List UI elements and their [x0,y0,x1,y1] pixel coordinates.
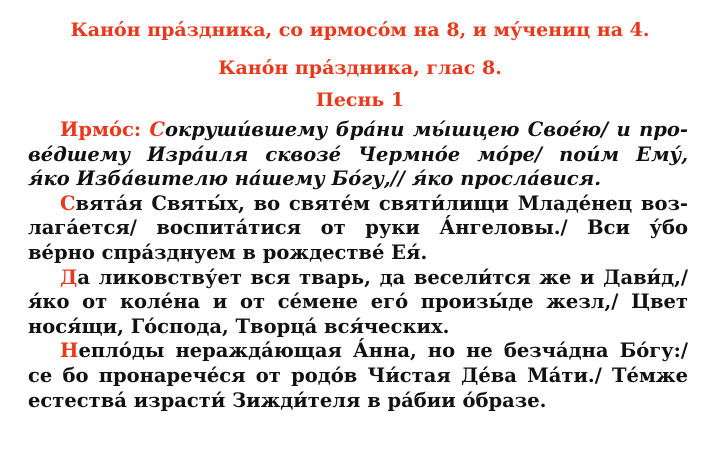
troparion-paragraph [28,266,688,340]
text-line: естества́ израсти́ Зижди́теля в ра́бии о́бразе. [28,388,547,412]
text-line [28,339,688,364]
troparion-text: а ликовству́ет вся тварь, да весели́тся же и Дави́д,/ [77,265,688,289]
irmos-paragraph [28,118,688,192]
text-line: ве́дшему Изра́иля сквозе́ Чермно́е мо́ре/ пои́м Ему́, [28,142,688,166]
troparion-paragraph [28,192,688,266]
text-line: лага́ется/ воспита́тися от руки А́нгеловы./ Вси у́бо [28,216,688,240]
text-line: я́ко Изба́вителю на́шему Бо́гу,// я́ко просла́вися. [28,167,601,191]
text-line: нося́щи, Го́спода, Творца́ вся́ческих. [28,314,450,338]
text-line: я́ко от коле́на и от се́мене его́ произы́де жезл,/ Цвет [28,290,688,314]
troparion-paragraph [28,339,688,413]
text-line [28,192,688,217]
drop-initial: С [60,191,76,215]
ode-heading: Песнь 1 [315,89,405,111]
text-line: ве́рно спра́зднуем в рождестве́ Ея́. [28,240,428,264]
drop-initial: Д [60,265,78,289]
canon-subtitle: Кано́н пра́здника, глас 8. [218,57,502,79]
irmos-initial: С [149,118,165,141]
drop-initial: Н [60,339,79,363]
troparion-text: вята́я Святы́х, во святе́м святи́лищи Младе́нец воз- [75,191,688,215]
text-body [28,118,688,413]
text-line: се бо пронарече́ся от родо́в Чи́стая Де́ва Ма́ти./ Те́мже [28,363,688,387]
irmos-label: Ирмо́с: [60,118,142,141]
troparion-text: епло́ды нераждáющая А́нна, но не безча́дна Бо́гу:/ [78,339,688,363]
canon-title: Кано́н пра́здника, со ирмосо́м на 8, и му́чениц на 4. [70,19,650,41]
text-line [28,266,688,291]
text-line [28,118,688,143]
irmos-text: окруши́вшему бра́ни мы́шцею Свое́ю/ и про- [164,118,688,141]
